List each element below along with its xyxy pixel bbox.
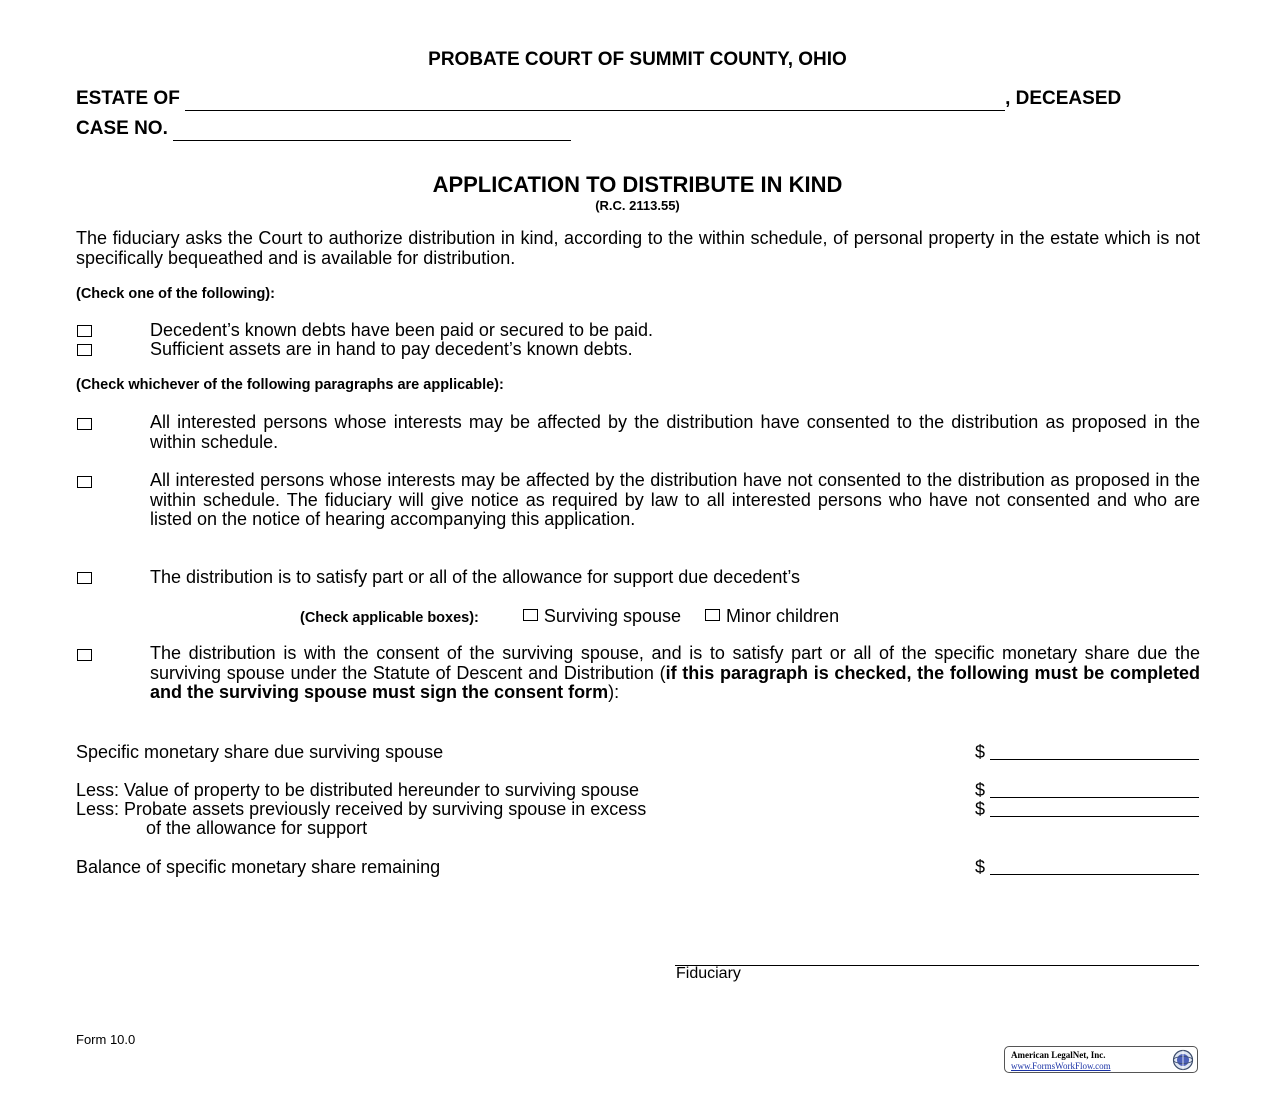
intro-paragraph: The fiduciary asks the Court to authorize distribution in kind, according to the within schedule, of personal property in the estate which is not specifically bequeathed and is available for distribution. bbox=[76, 228, 1200, 268]
less-probate-dollar: $ bbox=[975, 799, 986, 819]
specific-share-field[interactable] bbox=[990, 741, 1199, 760]
less-value-label: Less: Value of property to be distributed hereunder to surviving spouse bbox=[76, 780, 640, 800]
surviving-spouse-label: Surviving spouse bbox=[543, 606, 681, 626]
statute-reference: (R.C. 2113.55) bbox=[595, 198, 680, 213]
surviving-spouse-checkbox[interactable] bbox=[523, 609, 538, 621]
balance-field[interactable] bbox=[990, 856, 1199, 875]
consented-checkbox[interactable] bbox=[77, 418, 92, 430]
minor-children-checkbox[interactable] bbox=[705, 609, 720, 621]
less-probate-field[interactable] bbox=[990, 798, 1199, 817]
estate-line bbox=[76, 88, 1121, 111]
spouse-consent-checkbox[interactable] bbox=[77, 649, 92, 661]
fiduciary-label: Fiduciary bbox=[676, 965, 741, 982]
logo-website-link[interactable]: www.FormsWorkFlow.com bbox=[1011, 1061, 1111, 1071]
case-line bbox=[76, 118, 571, 141]
allowance-checkbox[interactable] bbox=[77, 572, 92, 584]
fiduciary-signature-line[interactable] bbox=[675, 965, 1199, 966]
less-probate-label: Less: Probate assets previously received by surviving spouse in excess bbox=[76, 799, 647, 819]
less-value-dollar: $ bbox=[975, 780, 986, 800]
form-title: APPLICATION TO DISTRIBUTE IN KIND bbox=[432, 172, 843, 197]
specific-share-dollar: $ bbox=[975, 742, 986, 762]
globe-icon bbox=[1172, 1049, 1194, 1071]
spouse-consent-paragraph bbox=[150, 644, 1200, 703]
debts-paid-label: Decedent’s known debts have been paid or secured to be paid. bbox=[150, 320, 654, 340]
less-probate-label-cont: of the allowance for support bbox=[146, 818, 368, 838]
publisher-logo bbox=[1004, 1046, 1198, 1073]
spouse-consent-text: The distribution is with the consent of the surviving spouse, and is to satisfy part or all of the specific monetary share due the surviving spouse under the Statute of Descent and Distribution ( bbox=[150, 643, 1200, 683]
spouse-consent-end: ): bbox=[608, 682, 620, 702]
estate-label: ESTATE OF bbox=[76, 88, 180, 109]
court-name: PROBATE COURT OF SUMMIT COUNTY, OHIO bbox=[428, 49, 847, 70]
estate-name-field[interactable] bbox=[185, 88, 1005, 111]
applicable-boxes-label: (Check applicable boxes): bbox=[300, 610, 479, 626]
debts-paid-checkbox[interactable] bbox=[77, 325, 92, 337]
not-consented-paragraph: All interested persons whose interests may be affected by the distribution have not consented to the distribution as proposed in the within schedule. The fiduciary will give notice as required by law to all interested persons who have not consented and who are listed on the notice of hearing accompanying this application. bbox=[150, 470, 1200, 529]
balance-label: Balance of specific monetary share remaining bbox=[76, 857, 441, 877]
deceased-label: , DECEASED bbox=[1005, 88, 1122, 109]
logo-company-name: American LegalNet, Inc. bbox=[1011, 1050, 1106, 1060]
sufficient-assets-label: Sufficient assets are in hand to pay decedent’s known debts. bbox=[150, 339, 633, 359]
check-one-note: (Check one of the following): bbox=[76, 286, 275, 302]
not-consented-checkbox[interactable] bbox=[77, 476, 92, 488]
case-label: CASE NO. bbox=[76, 118, 168, 139]
balance-dollar: $ bbox=[975, 857, 986, 877]
spouse-consent-bold-text: if this paragraph is checked, the following must be completed and the surviving spouse must sign the consent form bbox=[150, 662, 1200, 702]
consented-paragraph: All interested persons whose interests may be affected by the distribution have consented to the distribution as proposed in the within schedule. bbox=[150, 412, 1200, 452]
sufficient-assets-checkbox[interactable] bbox=[77, 344, 92, 356]
case-number-field[interactable] bbox=[173, 118, 571, 141]
check-applicable-note: (Check whichever of the following paragraphs are applicable): bbox=[76, 377, 504, 393]
minor-children-label: Minor children bbox=[726, 606, 840, 626]
applicable-boxes-row bbox=[300, 606, 839, 627]
allowance-paragraph: The distribution is to satisfy part or all of the allowance for support due decedent’s bbox=[150, 567, 801, 587]
specific-share-label: Specific monetary share due surviving spouse bbox=[76, 742, 444, 762]
less-value-field[interactable] bbox=[990, 779, 1199, 798]
form-number: Form 10.0 bbox=[76, 1032, 136, 1047]
